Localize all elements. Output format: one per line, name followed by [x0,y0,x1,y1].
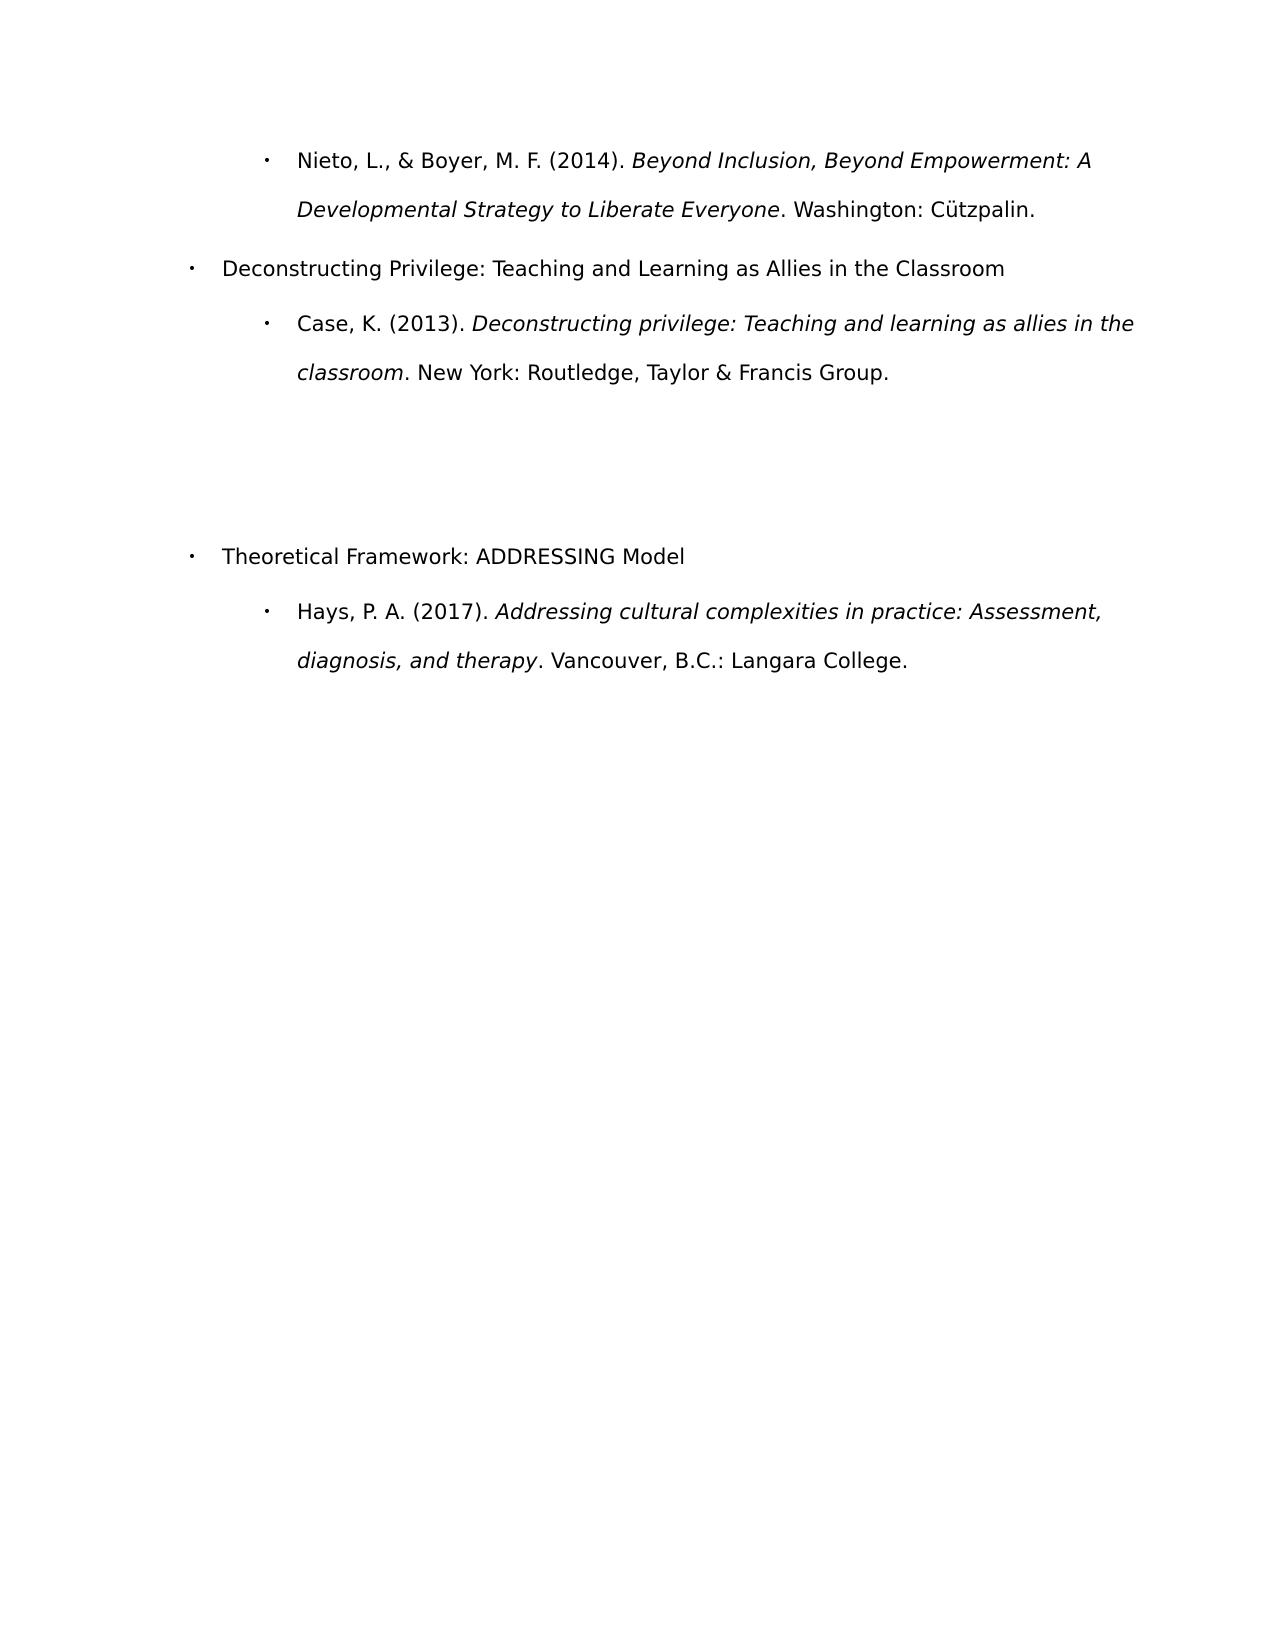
reference-title: Deconstructing privilege: Teaching and learning as allies in the [472,312,1135,336]
bullet-icon: • [262,316,272,332]
reference-item-hays [262,588,1127,686]
reference-item-case [262,300,1135,398]
reference-publisher: . Washington: Cützpalin. [780,198,1036,222]
topic-item-deconstructing-privilege [187,245,1222,294]
topic-item-theoretical-framework [187,533,1222,582]
reference-author: Nieto, L., & Boyer, M. F. (2014). [297,149,632,173]
bullet-icon: • [187,261,197,277]
reference-title-continued: diagnosis, and therapy [297,649,538,673]
bullet-icon: • [187,549,197,565]
bullet-icon: • [262,153,272,169]
reference-title-continued: classroom [297,361,404,385]
reference-title-continued: Developmental Strategy to Liberate Everyone [297,198,781,222]
reference-line-2 [297,637,1127,686]
bullet-icon: • [262,604,272,620]
reference-title: Beyond Inclusion, Beyond Empowerment: A [631,149,1092,173]
reference-line-1 [297,137,1127,186]
topic-heading: Theoretical Framework: ADDRESSING Model [222,545,686,569]
reference-publisher: . New York: Routledge, Taylor & Francis Group. [403,361,890,385]
reference-line-1 [297,588,1127,637]
reference-line-2 [297,186,1127,235]
reference-publisher: . Vancouver, B.C.: Langara College. [537,649,909,673]
topic-heading: Deconstructing Privilege: Teaching and Learning as Allies in the Classroom [222,257,1006,281]
reference-item-nieto [262,137,1127,235]
reference-line-2 [297,349,1127,398]
reference-author: Case, K. (2013). [297,312,473,336]
reference-author: Hays, P. A. (2017). [297,600,496,624]
reference-title: Addressing cultural complexities in practice: Assessment, [495,600,1103,624]
reference-line-1 [297,300,1135,349]
